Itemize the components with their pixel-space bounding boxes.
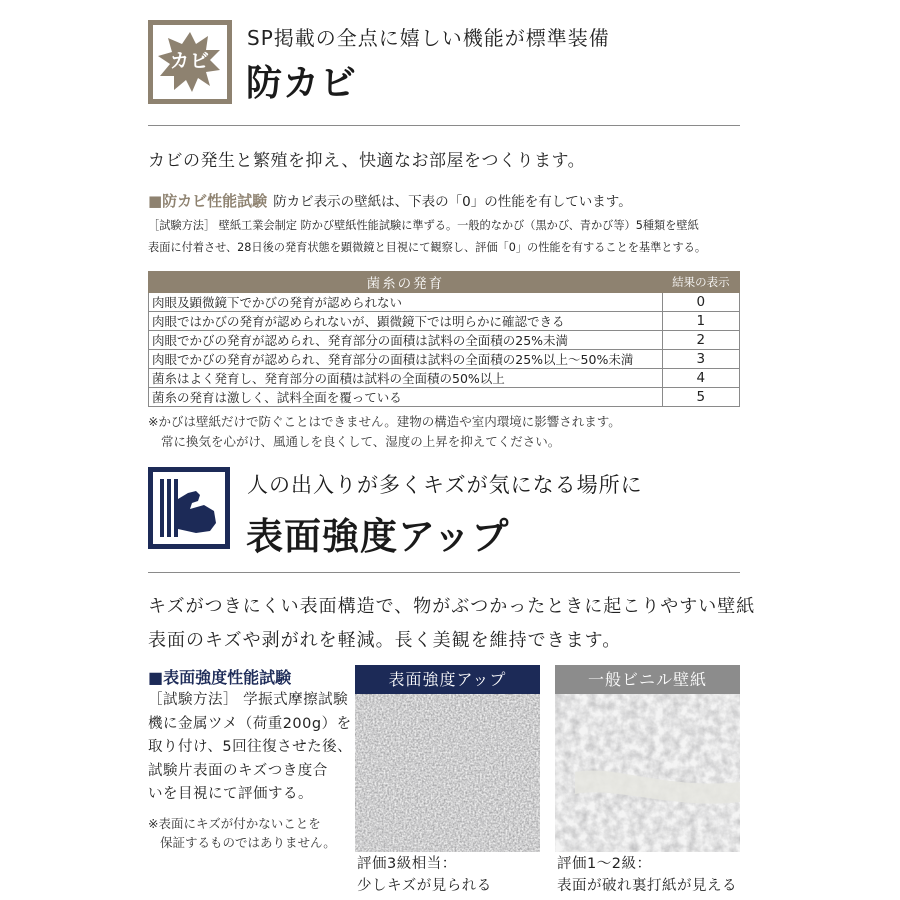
condition-cell: 肉眼でかびの発育が認められ、発育部分の面積は試料の全面積の25%未満 [149, 331, 663, 350]
sample-strong-caption-line-1: 評価3級相当： [357, 856, 457, 872]
strength-note [148, 814, 336, 852]
strength-note-line-2: 保証するものではありません。 [160, 835, 336, 850]
table-row [149, 350, 740, 369]
strength-lead-line-1: キズがつきにくい表面構造で、物がぶつかったときに起こりやすい壁紙 [148, 596, 756, 617]
strength-method-line: 取り付け、5回往復させた後、 [148, 739, 353, 755]
condition-cell: 菌糸はよく発育し、発育部分の面積は試料の全面積の50%以上 [149, 369, 663, 388]
mold-test-tag: ■防カビ性能試験 [148, 192, 268, 210]
mold-result-table [148, 271, 740, 407]
strength-divider [148, 572, 740, 573]
result-cell: 0 [662, 293, 739, 312]
strength-test-heading: ■表面強度性能試験 [148, 668, 292, 687]
strength-test-method [148, 689, 352, 807]
sample-vinyl-caption-line-2: 表面が破れ裏打紙が見える [557, 878, 737, 894]
table-header-row [149, 272, 740, 293]
mold-method-line-2: 表面に付着させ、28日後の発育状態を顕微鏡と目視にて観察し、評価「0」の性能を有することを基準とする。 [148, 241, 707, 254]
strength-method-line: ［試験方法］ 学振式摩擦試験 [148, 692, 349, 708]
flexed-arm-icon [148, 467, 230, 549]
mold-title: 防カビ [246, 63, 358, 104]
header-condition: 菌糸の発育 [149, 272, 663, 293]
mold-test-method [148, 215, 706, 259]
strength-badge [148, 467, 230, 549]
sample-strong-caption [357, 853, 492, 897]
condition-cell: 菌糸の発育は激しく、試料全面を覆っている [149, 388, 663, 407]
mold-note [148, 412, 621, 452]
mold-badge-label: カビ [169, 50, 210, 72]
sample-strong-caption-line-2: 少しキズが見られる [357, 878, 492, 894]
sample-strong-label: 表面強度アップ [355, 665, 540, 694]
mold-test-summary: 防カビ表示の壁紙は、下表の「0」の性能を有しています。 [273, 194, 632, 210]
header-result: 結果の表示 [662, 272, 739, 293]
sample-strong-texture-image [355, 694, 540, 852]
table-row [149, 388, 740, 407]
table-row [149, 331, 740, 350]
table-row [149, 312, 740, 331]
condition-cell: 肉眼でかびの発育が認められ、発育部分の面積は試料の全面積の25%以上～50%未満 [149, 350, 663, 369]
strength-note-line-1: ※表面にキズが付かないことを [148, 816, 321, 831]
condition-cell: 肉眼及顕微鏡下でかびの発育が認められない [149, 293, 663, 312]
strength-lead [148, 590, 755, 658]
sample-vinyl-caption-line-1: 評価1～2級： [557, 856, 652, 872]
strength-lead-line-2: 表面のキズや剥がれを軽減。長く美観を維持できます。 [148, 630, 622, 651]
sample-vinyl-texture-image [555, 694, 740, 852]
result-cell: 1 [662, 312, 739, 331]
strength-title: 表面強度アップ [246, 515, 510, 558]
strength-subtitle: 人の出入りが多くキズが気になる場所に [247, 473, 643, 497]
sample-strong-panel [355, 665, 540, 852]
strength-method-line: 機に金属ツメ（荷重200g）を [148, 715, 352, 732]
result-cell: 3 [662, 350, 739, 369]
strength-method-line: 試験片表面のキズつき度合 [148, 762, 328, 779]
mold-note-line-1: ※かびは壁紙だけで防ぐことはできません。建物の構造や室内環境に影響されます。 [148, 414, 621, 429]
table-row [149, 369, 740, 388]
strength-method-line: いを目視にて評価する。 [148, 786, 313, 802]
sample-vinyl-label: 一般ビニル壁紙 [555, 665, 740, 694]
mold-divider [148, 125, 740, 126]
mold-note-line-2: 常に換気を心がけ、風通しを良くして、湿度の上昇を抑えてください。 [161, 434, 561, 449]
mold-badge [148, 20, 232, 104]
result-cell: 5 [662, 388, 739, 407]
table-row [149, 293, 740, 312]
mold-method-line-1: ［試験方法］ 壁紙工業会制定 防かび壁紙性能試験に準ずる。一般的なかび（黒かび、青かび等）5種類を壁紙 [148, 219, 699, 232]
mold-subtitle: SP掲載の全点に嬉しい機能が標準装備 [247, 26, 610, 50]
result-cell: 4 [662, 369, 739, 388]
condition-cell: 肉眼ではかびの発育が認められないが、顕微鏡下では明らかに確認できる [149, 312, 663, 331]
mold-lead: カビの発生と繁殖を抑え、快適なお部屋をつくります。 [148, 151, 586, 171]
sample-vinyl-panel [555, 665, 740, 852]
result-cell: 2 [662, 331, 739, 350]
mold-test-heading [148, 190, 632, 211]
sample-vinyl-caption [557, 853, 737, 897]
